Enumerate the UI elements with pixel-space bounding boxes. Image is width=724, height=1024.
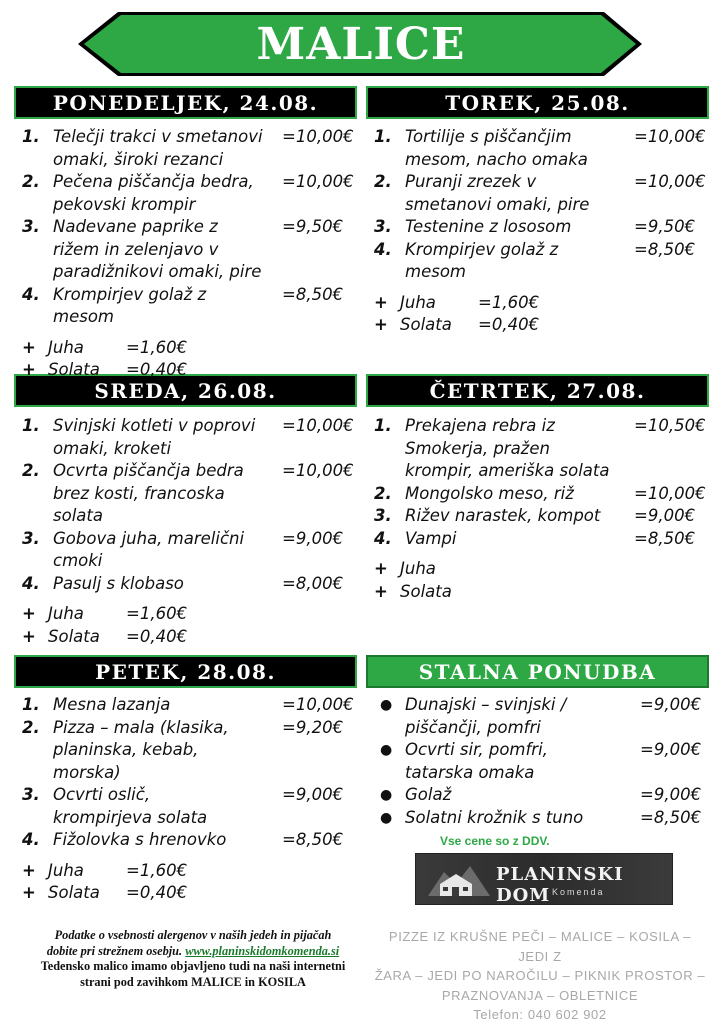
logo-subtitle: Komenda xyxy=(552,887,605,897)
price-prefix: = xyxy=(640,785,654,804)
price-value: 8,50€ xyxy=(647,528,696,548)
price-prefix: = xyxy=(634,127,648,146)
price-prefix: = xyxy=(282,528,296,548)
extra-name: Juha xyxy=(400,292,436,312)
dish-line: Smokerja, pražen xyxy=(405,438,550,458)
extra-name: Juha xyxy=(48,860,84,880)
dish-name xyxy=(405,784,451,807)
menu-item xyxy=(22,528,357,573)
dish-line: cmoki xyxy=(53,551,103,570)
item-number: 1. xyxy=(22,127,40,146)
dish-line: piščančji, pomfri xyxy=(405,717,541,737)
menu-item xyxy=(374,505,709,528)
header-wednesday: SREDA, 26.08. xyxy=(14,374,357,407)
price-prefix: = xyxy=(282,785,296,804)
item-price xyxy=(282,717,343,740)
price-prefix: = xyxy=(634,506,648,525)
dish-line: Mongolsko meso, riž xyxy=(405,483,574,503)
price-prefix: = xyxy=(282,127,296,146)
dish-line: solata xyxy=(53,506,103,525)
item-number: 3. xyxy=(22,528,40,548)
dish-line: Nadevane paprike z xyxy=(53,217,218,236)
menu-item xyxy=(22,784,357,829)
dish-line: Svinjski kotleti v poprovi xyxy=(53,416,256,435)
dish-line: paradižnikovi omaki, pire xyxy=(53,262,262,281)
extra-name: Juha xyxy=(48,337,84,357)
price-prefix: = xyxy=(634,239,648,259)
item-price xyxy=(282,415,354,438)
price-value: 8,00€ xyxy=(295,573,344,593)
dish-name xyxy=(405,739,548,784)
planinski-dom-logo xyxy=(415,853,673,905)
price-value: 10,00€ xyxy=(295,127,354,146)
dish-name xyxy=(405,483,574,506)
extra-item xyxy=(22,860,357,883)
plus-icon: + xyxy=(374,315,388,334)
extra-name: Juha xyxy=(400,559,436,578)
item-price xyxy=(634,171,706,194)
item-number: 4. xyxy=(374,239,392,259)
item-price xyxy=(282,284,343,307)
price-prefix: = xyxy=(282,830,296,849)
item-number: 1. xyxy=(22,416,40,435)
price-prefix: = xyxy=(634,172,648,191)
menu-item xyxy=(374,216,709,239)
item-price xyxy=(282,528,343,551)
dish-name xyxy=(53,694,170,717)
extra-price: =1,60€ xyxy=(126,860,188,880)
item-price xyxy=(634,528,695,551)
item-price xyxy=(634,505,695,528)
price-prefix: = xyxy=(634,217,648,236)
item-price xyxy=(634,126,706,149)
menu-item xyxy=(22,171,357,216)
plus-icon: + xyxy=(374,559,388,578)
item-number: 1. xyxy=(374,127,392,146)
extra-price: =1,60€ xyxy=(478,292,540,312)
dish-name xyxy=(53,784,207,829)
dish-line: krompir, ameriška solata xyxy=(405,461,610,480)
price-value: 9,20€ xyxy=(295,717,344,737)
item-price xyxy=(640,739,701,762)
extra-price: =0,40€ xyxy=(126,360,188,379)
header-thursday: ČETRTEK, 27.08. xyxy=(366,374,709,407)
dish-name xyxy=(53,573,184,596)
item-price xyxy=(640,694,701,717)
dish-line: Fižolovka s hrenovko xyxy=(53,830,227,849)
extras-list xyxy=(22,603,357,648)
extra-name: Solata xyxy=(400,315,452,334)
menu-item xyxy=(22,717,357,785)
price-value: 10,00€ xyxy=(295,695,354,714)
price-prefix: = xyxy=(282,284,296,304)
price-value: 9,00€ xyxy=(295,785,344,804)
price-value: 9,00€ xyxy=(295,528,344,548)
menu-monday xyxy=(22,126,357,382)
plus-icon: + xyxy=(22,604,36,623)
price-prefix: = xyxy=(282,695,296,714)
item-price xyxy=(634,415,706,438)
menu-item xyxy=(374,126,709,171)
price-value: 9,00€ xyxy=(653,695,702,714)
dish-line: Dunajski – svinjski / xyxy=(405,695,567,714)
header-friday: PETEK, 28.08. xyxy=(14,655,357,688)
menu-item xyxy=(374,415,709,483)
item-price xyxy=(640,807,701,830)
page-title: MALICE xyxy=(256,18,466,70)
vat-note: Vse cene so z DDV. xyxy=(440,834,550,848)
price-value: 9,00€ xyxy=(653,785,702,804)
item-price xyxy=(282,784,343,807)
price-value: 8,50€ xyxy=(295,830,344,849)
plus-icon: + xyxy=(22,360,36,379)
menu-item xyxy=(22,126,357,171)
extra-name: Solata xyxy=(48,626,100,646)
dish-line: Pasulj s klobaso xyxy=(53,573,184,593)
dish-line: Krompirjev golaž z xyxy=(405,239,559,259)
extra-price: =1,60€ xyxy=(126,604,188,623)
price-value: 10,00€ xyxy=(647,483,706,503)
extras-list xyxy=(374,292,709,337)
price-prefix: = xyxy=(634,528,648,548)
dish-line: Mesna lazanja xyxy=(53,695,171,714)
price-value: 8,50€ xyxy=(647,239,696,259)
dish-name xyxy=(53,415,255,460)
menu-item xyxy=(22,573,357,596)
price-value: 9,00€ xyxy=(653,740,702,759)
price-value: 10,00€ xyxy=(647,127,706,146)
dish-name xyxy=(405,694,566,739)
dish-line: Rižev narastek, kompot xyxy=(405,506,601,525)
price-value: 9,50€ xyxy=(295,217,344,236)
bullet-icon: ● xyxy=(380,787,393,803)
extra-item xyxy=(374,558,709,581)
dish-name xyxy=(53,284,206,329)
extra-name: Solata xyxy=(400,581,452,601)
dish-line: Solatni krožnik s tuno xyxy=(405,807,584,827)
price-value: 8,50€ xyxy=(295,284,344,304)
price-prefix: = xyxy=(282,717,296,737)
dish-line: tatarska omaka xyxy=(405,762,535,782)
extra-item xyxy=(22,626,357,649)
dish-name xyxy=(53,528,244,573)
extra-item xyxy=(374,292,709,315)
extras-list xyxy=(22,337,357,382)
dish-name xyxy=(405,171,589,216)
extra-item xyxy=(374,581,709,604)
dish-line: smetanovi omaki, pire xyxy=(405,194,590,214)
bullet-icon: ● xyxy=(380,742,393,758)
price-prefix: = xyxy=(282,461,296,480)
item-number: 1. xyxy=(22,695,40,714)
services-line-2: ŽARA – JEDI PO NAROČILU – PIKNIK PROSTOR – xyxy=(374,968,706,983)
dish-name xyxy=(53,171,254,216)
extras-list xyxy=(22,860,357,905)
dish-line: Prekajena rebra iz xyxy=(405,416,555,435)
menu-item xyxy=(374,483,709,506)
extra-item xyxy=(22,337,357,360)
header-permanent-offer: STALNA PONUDBA xyxy=(366,655,709,688)
extra-price: =0,40€ xyxy=(126,883,188,902)
extra-item xyxy=(22,359,357,382)
menu-item xyxy=(22,460,357,528)
item-price xyxy=(282,573,343,596)
dish-line: Vampi xyxy=(405,528,457,548)
dish-name xyxy=(53,717,229,785)
item-price xyxy=(282,460,354,483)
dish-line: mesom xyxy=(53,307,114,326)
item-number: 3. xyxy=(22,217,40,236)
permanent-item xyxy=(374,784,709,807)
dish-line: krompirjeva solata xyxy=(53,807,208,827)
item-price xyxy=(282,694,354,717)
extra-item xyxy=(22,603,357,626)
plus-icon: + xyxy=(22,860,36,880)
dish-line: pekovski krompir xyxy=(53,194,196,214)
price-value: 10,50€ xyxy=(647,416,706,435)
menu-friday xyxy=(22,694,357,905)
plus-icon: + xyxy=(22,883,36,902)
item-price xyxy=(282,171,354,194)
dish-name xyxy=(405,216,571,239)
dish-line: Ocvrti sir, pomfri, xyxy=(405,740,548,759)
plus-icon: + xyxy=(22,337,36,357)
dish-name xyxy=(405,415,610,483)
price-prefix: = xyxy=(640,807,654,827)
item-number: 2. xyxy=(374,172,392,191)
dish-line: Ocvrta piščančja bedra xyxy=(53,461,244,480)
extra-price: =0,40€ xyxy=(126,626,188,646)
allergen-line-2: dobite pri strežnem osebju. xyxy=(46,943,183,958)
price-value: 8,50€ xyxy=(653,807,702,827)
dish-line: Tortilije s piščančjim xyxy=(405,127,572,146)
menu-thursday xyxy=(374,415,709,603)
menu-item xyxy=(22,284,357,329)
price-value: 9,50€ xyxy=(647,217,696,236)
dish-line: mesom xyxy=(405,262,466,281)
item-price xyxy=(282,126,354,149)
extra-name: Solata xyxy=(48,883,100,902)
dish-line: omaki, kroketi xyxy=(53,438,172,458)
dish-name xyxy=(53,829,226,852)
services-info xyxy=(372,927,708,1024)
permanent-item xyxy=(374,807,709,830)
dish-line: Testenine z lososom xyxy=(405,217,572,236)
price-prefix: = xyxy=(640,740,654,759)
bullet-icon: ● xyxy=(380,697,393,713)
logo-name: PLANINSKI DOM xyxy=(496,864,624,906)
item-number: 4. xyxy=(374,528,392,548)
dish-line: morska) xyxy=(53,762,121,782)
price-prefix: = xyxy=(282,172,296,191)
item-number: 3. xyxy=(374,217,392,236)
item-number: 3. xyxy=(22,785,40,804)
item-number: 2. xyxy=(22,461,40,480)
menu-item xyxy=(374,171,709,216)
menu-item xyxy=(374,528,709,551)
dish-name xyxy=(53,216,261,284)
price-prefix: = xyxy=(282,416,296,435)
dish-name xyxy=(405,528,456,551)
plus-icon: + xyxy=(374,292,388,312)
menu-tuesday xyxy=(374,126,709,337)
extra-price: =0,40€ xyxy=(478,315,540,334)
item-price xyxy=(282,829,343,852)
dish-name xyxy=(405,505,600,528)
item-number: 2. xyxy=(22,717,40,737)
dish-line: Pečena piščančja bedra, xyxy=(53,172,254,191)
dish-line: Pizza – mala (klasika, xyxy=(53,717,229,737)
price-prefix: = xyxy=(634,483,648,503)
dish-line: Telečji trakci v smetanovi xyxy=(53,127,263,146)
bullet-icon: ● xyxy=(380,809,393,826)
price-value: 10,00€ xyxy=(295,461,354,480)
dish-name xyxy=(53,126,263,171)
item-number: 3. xyxy=(374,506,392,525)
item-number: 4. xyxy=(22,830,40,849)
extra-price: =1,60€ xyxy=(126,337,188,357)
dish-line: Krompirjev golaž z xyxy=(53,284,207,304)
dish-line: mesom, nacho omaka xyxy=(405,149,588,169)
dish-name xyxy=(405,126,588,171)
menu-item xyxy=(22,216,357,284)
dish-line: Ocvrti oslič, xyxy=(53,785,151,804)
price-value: 10,00€ xyxy=(647,172,706,191)
item-price xyxy=(634,216,695,239)
item-number: 4. xyxy=(22,573,40,593)
price-prefix: = xyxy=(282,217,296,236)
permanent-item xyxy=(374,694,709,739)
extra-item xyxy=(22,882,357,905)
item-number: 1. xyxy=(374,416,392,435)
header-tuesday: TOREK, 25.08. xyxy=(366,86,709,119)
allergen-line-1: Podatke o vsebnosti alergenov v naših jedeh in pijačah xyxy=(54,928,332,942)
menu-wednesday xyxy=(22,415,357,648)
dish-line: brez kosti, francoska xyxy=(53,483,225,503)
extra-name: Solata xyxy=(48,360,100,379)
dish-line: Puranji zrezek v xyxy=(405,172,537,191)
dish-name xyxy=(53,460,244,528)
price-prefix: = xyxy=(282,573,296,593)
title-banner xyxy=(78,10,644,78)
dish-line: rižem in zelenjavo v xyxy=(53,239,219,259)
extras-list xyxy=(374,558,709,603)
plus-icon: + xyxy=(374,581,388,601)
menu-item xyxy=(22,829,357,852)
price-value: 10,00€ xyxy=(295,416,354,435)
item-price xyxy=(634,239,695,262)
dish-line: Gobova juha, marelični xyxy=(53,528,245,548)
services-line-3: PRAZNOVANJA – OBLETNICE xyxy=(441,987,639,1003)
plus-icon: + xyxy=(22,626,36,646)
menu-item xyxy=(22,694,357,717)
price-prefix: = xyxy=(634,416,648,435)
permanent-item xyxy=(374,739,709,784)
menu-item xyxy=(22,415,357,460)
item-number: 2. xyxy=(374,483,392,503)
dish-line: planinska, kebab, xyxy=(53,740,199,759)
item-number: 4. xyxy=(22,284,40,304)
extra-item xyxy=(374,314,709,337)
weekly-line-1: Tedensko malico imamo objavljeno tudi na naši internetni xyxy=(40,959,346,973)
dish-line: Golaž xyxy=(405,785,452,804)
weekly-line-2: strani pod zavihkom MALICE in KOSILA xyxy=(80,974,306,989)
dish-line: omaki, široki rezanci xyxy=(53,149,224,169)
allergen-info xyxy=(24,928,362,990)
item-price xyxy=(634,483,706,506)
website-link[interactable]: www.planinskidomkomenda.si xyxy=(185,943,340,958)
services-line-1: PIZZE IZ KRUŠNE PEČI – MALICE – KOSILA – JEDI Z xyxy=(388,929,692,964)
extra-name: Juha xyxy=(48,604,84,623)
phone-number: Telefon: 040 602 902 xyxy=(473,1007,607,1022)
item-number: 2. xyxy=(22,172,40,191)
price-prefix: = xyxy=(640,695,654,714)
mountain-house-icon xyxy=(426,862,492,898)
menu-item xyxy=(374,239,709,284)
dish-name xyxy=(405,807,583,830)
price-value: 9,00€ xyxy=(647,506,696,525)
header-monday: PONEDELJEK, 24.08. xyxy=(14,86,357,119)
item-price xyxy=(282,216,343,239)
price-value: 10,00€ xyxy=(295,172,354,191)
dish-name xyxy=(405,239,558,284)
item-price xyxy=(640,784,701,807)
menu-permanent-offer xyxy=(374,694,709,829)
